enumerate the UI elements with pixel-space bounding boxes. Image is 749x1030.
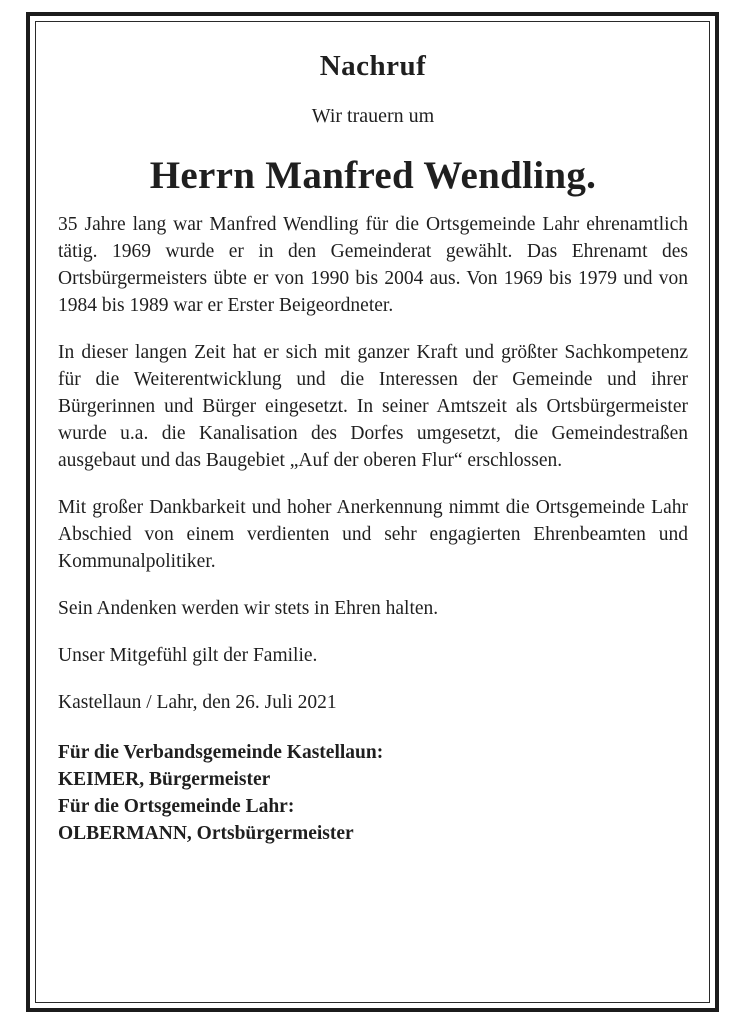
paragraph-career: 35 Jahre lang war Manfred Wendling für die Ortsgemeinde Lahr ehrenamtlich tätig. 1969 wurde er in den Gemeinderat gewählt. Das Ehrenamt des Ortsbürgermeisters übte er von 1990 bis 2004 aus. Von 1969 bis 1979 und von 1984 bis 1989 war er Erster Beigeordneter. <box>58 214 688 316</box>
intro-line: Wir trauern um <box>311 105 435 127</box>
notice-heading: Nachruf <box>319 50 427 82</box>
signature-line-org2: Für die Ortsgemeinde Lahr: <box>58 796 295 817</box>
signature-block <box>58 739 688 847</box>
signature-line-name1: KEIMER, Bürgermeister <box>58 769 271 790</box>
obituary-notice <box>58 48 688 847</box>
signature-line-name2: OLBERMANN, Ortsbürgermeister <box>58 823 354 844</box>
paragraph-achievements: In dieser langen Zeit hat er sich mit ganzer Kraft und größter Sachkompetenz für die Weiterentwicklung und die Interessen der Gemeinde und ihrer Bürgerinnen und Bürger eingesetzt. In seiner Amtszeit als Ortsbürgermeister wurde u.a. die Kanalisation des Dorfes umgesetzt, die Gemeindestraßen ausgebaut und das Baugebiet „Auf der oberen Flur“ erschlossen. <box>58 342 688 471</box>
paragraph-gratitude: Mit großer Dankbarkeit und hoher Anerkennung nimmt die Ortsgemeinde Lahr Abschied von einem verdienten und sehr engagierten Ehrenbeamten und Kommunalpolitiker. <box>58 497 688 572</box>
paragraph-remembrance: Sein Andenken werden wir stets in Ehren halten. <box>58 598 439 619</box>
signature-line-org1: Für die Verbandsgemeinde Kastellaun: <box>58 742 384 763</box>
paragraph-condolence: Unser Mitgefühl gilt der Familie. <box>58 645 318 666</box>
deceased-name: Herrn Manfred Wendling. <box>149 154 597 197</box>
place-date: Kastellaun / Lahr, den 26. Juli 2021 <box>58 692 337 713</box>
